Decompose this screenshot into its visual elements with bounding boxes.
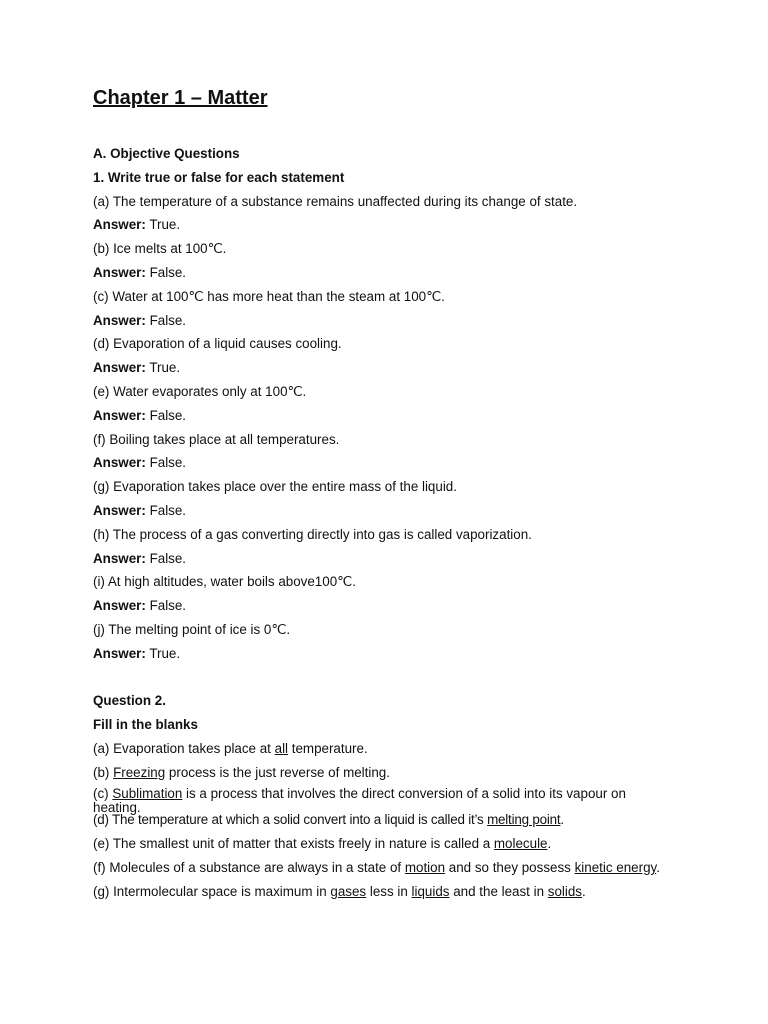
- fill-answer: solids: [547, 883, 583, 899]
- tf-answer: [93, 499, 693, 523]
- fill-item-f: [93, 856, 693, 880]
- answer-label: Answer:: [93, 455, 146, 471]
- fill-text: (c): [93, 785, 113, 801]
- answer-label: Answer:: [93, 360, 146, 376]
- fill-text: (b): [93, 764, 114, 780]
- tf-answer: [93, 642, 693, 666]
- fill-text: temperature.: [288, 740, 368, 756]
- fill-blanks-list: [93, 737, 693, 904]
- fill-text: .: [560, 812, 564, 828]
- answer-label: Answer:: [93, 407, 146, 423]
- answer-label: Answer:: [93, 264, 146, 280]
- fill-answer: melting point: [487, 812, 561, 828]
- answer-value: True.: [145, 217, 181, 233]
- fill-answer: Sublimation: [112, 785, 183, 801]
- tf-statement: (c) Water at 100℃ has more heat than the steam at 100℃.: [93, 288, 445, 304]
- fill-text: and so they possess: [445, 859, 575, 875]
- tf-statement: (g) Evaporation takes place over the entire mass of the liquid.: [93, 479, 457, 495]
- fill-text: .: [656, 859, 660, 875]
- question-heading: 1. Write true or false for each statement: [93, 169, 345, 185]
- answer-label: Answer:: [93, 645, 146, 661]
- fill-text: (e) The smallest unit of matter that exists freely in nature is called a: [93, 836, 494, 852]
- tf-answer: [93, 213, 693, 237]
- tf-answer: [93, 547, 693, 571]
- fill-text: (d) The temperature at which a solid convert into a liquid is called it’s: [93, 812, 488, 828]
- fill-item-g: [93, 880, 693, 904]
- answer-label: Answer:: [93, 217, 146, 233]
- fill-text: (f) Molecules of a substance are always in a state of: [93, 859, 405, 875]
- fill-item-d: [93, 808, 693, 832]
- fill-item-b: [93, 761, 693, 785]
- answer-label: Answer:: [93, 502, 146, 518]
- document-page: [93, 84, 693, 904]
- tf-statement: (d) Evaporation of a liquid causes cooling.: [93, 336, 342, 352]
- fill-item-e: [93, 832, 693, 856]
- tf-statement: (h) The process of a gas converting directly into gas is called vaporization.: [93, 526, 532, 542]
- answer-label: Answer:: [93, 312, 146, 328]
- chapter-title: Chapter 1 – Matter: [93, 87, 268, 109]
- tf-statement: (j) The melting point of ice is 0℃.: [93, 621, 291, 637]
- fill-text: less in: [366, 883, 412, 899]
- answer-label: Answer:: [93, 550, 146, 566]
- fill-answer: liquids: [411, 883, 450, 899]
- tf-answer: [93, 309, 693, 333]
- fill-item-a: [93, 737, 693, 761]
- tf-statement: (f) Boiling takes place at all temperatures.: [93, 431, 340, 447]
- answer-value: True.: [145, 645, 181, 661]
- fill-answer: Freezing: [113, 764, 166, 780]
- true-false-list: [93, 190, 693, 666]
- tf-statement: (i) At high altitudes, water boils above100℃.: [93, 574, 356, 590]
- fill-answer: kinetic energy: [574, 859, 657, 875]
- answer-value: False.: [145, 312, 187, 328]
- tf-answer: [93, 356, 693, 380]
- section-heading: A. Objective Questions: [93, 146, 240, 161]
- fill-blanks-heading: Fill in the blanks: [93, 717, 198, 733]
- tf-statement: (e) Water evaporates only at 100℃.: [93, 383, 307, 399]
- fill-text: (a) Evaporation takes place at: [93, 740, 275, 756]
- tf-answer: [93, 261, 693, 285]
- fill-text: .: [547, 836, 552, 852]
- fill-answer: gases: [330, 883, 367, 899]
- answer-value: False.: [145, 264, 187, 280]
- answer-value: False.: [145, 550, 187, 566]
- fill-text: (g) Intermolecular space is maximum in: [93, 883, 331, 899]
- tf-answer: [93, 451, 693, 475]
- answer-value: False.: [145, 598, 187, 614]
- fill-answer: molecule: [493, 836, 548, 852]
- fill-text: and the least in: [449, 883, 548, 899]
- answer-value: False.: [145, 407, 187, 423]
- tf-statement: (a) The temperature of a substance remains unaffected during its change of state.: [93, 193, 578, 209]
- tf-statement: (b) Ice melts at 100℃.: [93, 241, 227, 257]
- fill-item-c: [93, 785, 641, 816]
- answer-value: False.: [145, 455, 187, 471]
- answer-label: Answer:: [93, 598, 146, 614]
- fill-text: .: [582, 883, 586, 899]
- tf-answer: [93, 594, 693, 618]
- answer-value: True.: [145, 360, 181, 376]
- fill-answer: all: [274, 740, 289, 756]
- question-2-heading: Question 2.: [93, 693, 166, 709]
- answer-value: False.: [145, 502, 187, 518]
- tf-answer: [93, 404, 693, 428]
- fill-answer: motion: [404, 859, 446, 875]
- fill-text: is a process that involves the direct conversion of a solid into its vapour on heating.: [93, 785, 626, 816]
- fill-text: process is the just reverse of melting.: [165, 764, 390, 780]
